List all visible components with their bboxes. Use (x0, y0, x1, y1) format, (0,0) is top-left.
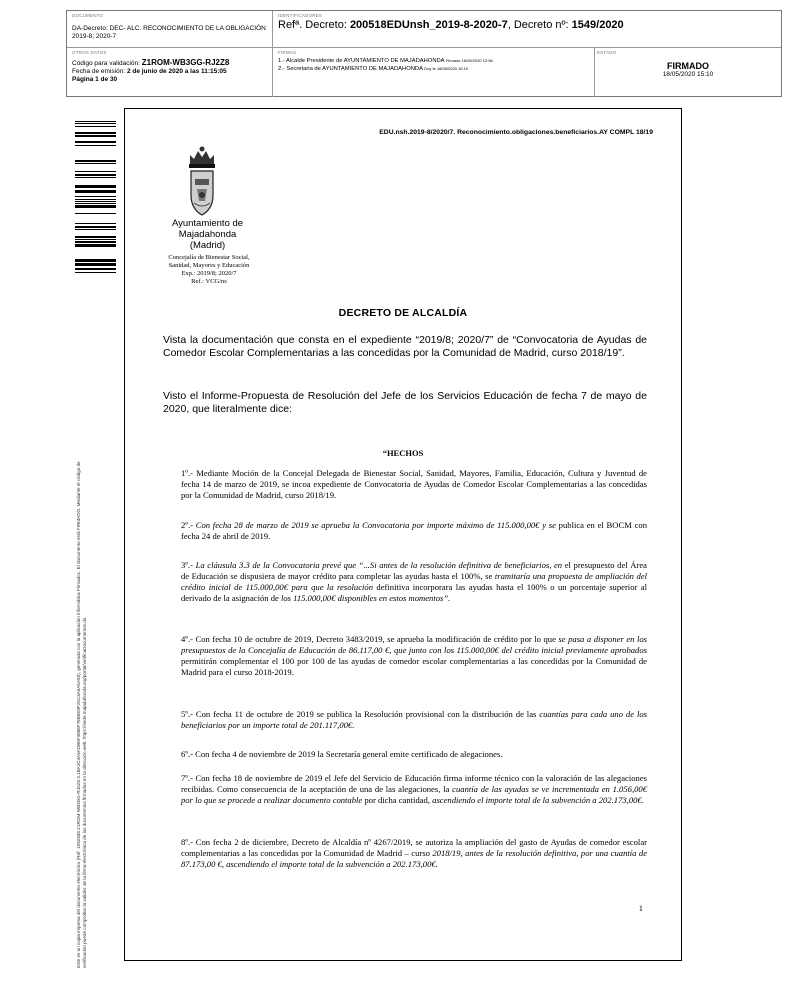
estado-label: ESTADO (597, 50, 617, 55)
estado-value: FIRMADO (667, 61, 709, 71)
ref-decreto: Refª. Decreto: 200518EDUnsh_2019-8-2020-7, Decreto nº: 1549/2020 (278, 19, 624, 31)
document-header (66, 10, 782, 97)
hecho-item-1: 1º.- Mediante Moción de la Concejal Delegada de Bienestar Social, Sanidad, Mayores, Familia, Educación, Cultura y Juventud de fecha 14 de marzo de 2019, se incoa expediente de Convocatoria de Ayudas de Comedor Escolar Complementarias a las concedidas por la Comunidad de Madrid, curso 2018/19. (181, 468, 647, 500)
documento-label: DOCUMENTO (72, 13, 104, 18)
codigo-validacion: Código para validación: Z1ROM-WB3GG-RJ2Z8 (72, 58, 230, 67)
documento-value: DA-Decreto: DEC- ALC. RECONOCIMIENTO DE LA OBLIGACIÓN 2019-8; 2020-7 (72, 25, 266, 40)
estado-date: 18/05/2020 15:10 (662, 71, 714, 78)
concejalia-info: Concejalía de Bienestar Social, Sanidad, Mayores y Educación Exp.: 2019/8; 2020/7 Ref.: VCG/ns (168, 254, 250, 285)
verification-sidetext: Este es un copia impresa del documento electrónico (Ref: 1592838 Z1ROM-WB3GG-RJ2Z8 3.1BA2C4A5ADB6F4886F78B5E9F25C3A5A5A50), generada con la aplicación informática Firmadoc. El documento está FIRMADO. Mediante el código de verificación puede comprobar la validez de la firma electrónica de los documentos firmados en la dirección web: https://sede.majadahonda.org/portal/verificaDocumentos.do (76, 461, 87, 968)
document-title: DECRETO DE ALCALDÍA (338, 307, 468, 319)
paragraph-visto: Visto el Informe-Propuesta de Resolución del Jefe de los Servicios Educación de fecha 7 de mayo de 2020, que literalmente dice: (163, 390, 647, 415)
hecho-item-5: 5º.- Con fecha 11 de octubre de 2019 se publica la Resolución provisional con la distribución de las cuantías para cada uno de los beneficiarios por un importe total de 201.117,00€. (181, 709, 647, 730)
barcode-image (75, 120, 116, 275)
hecho-item-3: 3º.- La cláusula 3.3 de la Convocatoria prevé que “...Si antes de la resolución definitiva de beneficiarios, en el presupuesto del Área de Educación se dispusiera de mayor crédito para completar las ayudas hasta el 100%, se tramitaría una propuesta de ampliación del crédito inicial de 115.000,00€ para que la resolución definitiva incorporara las ayudas hasta el 100% o un porcentaje superior al derivado de la asignación de los 115.000,00€ disponibles en estos momentos”. (181, 560, 647, 603)
document-reference: EDU.nsh.2019-8/2020/7. Reconocimiento.obligaciones.beneficiarios.AY COMPL 18/19 (379, 129, 653, 136)
ayuntamiento-name: Ayuntamiento de Majadahonda (Madrid) (171, 218, 244, 251)
firma-alcalde: 1.- Alcalde Presidente de AYUNTAMIENTO DE MAJADAHONDA Firmado 18/05/2020 12:56 (278, 58, 493, 64)
pagina-indicator: Página 1 de 30 (72, 76, 118, 83)
hecho-item-2: 2º.- Con fecha 28 de marzo de 2019 se aprueba la Convocatoria por importe máximo de 115.000,00€ y se publica en el BOCM con fecha 24 de abril de 2019. (181, 520, 648, 541)
hecho-item-8: 8º.- Con fecha 2 de diciembre, Decreto de Alcaldía nº 4267/2019, se autoriza la ampliación del gasto de Ayudas de comedor escolar complementarias a las concedidas por la Comunidad de Madrid – curso 2018/19, antes de la resolución definitiva, por una cuantía de 87.173,00 €, ascendiendo el importe total de la subvención a 202.173,00€. (181, 837, 648, 869)
section-heading-hechos: “HECHOS (382, 448, 424, 458)
otros-datos-label: OTROS DATOS (72, 50, 107, 55)
fecha-emision: Fecha de emisión: 2 de junio de 2020 a las 11:15:05 (72, 68, 227, 75)
document-page (124, 108, 682, 961)
hecho-item-6: 6º.- Con fecha 4 de noviembre de 2019 la Secretaría general emite certificado de alegaciones. (181, 749, 503, 759)
coat-of-arms-logo (185, 145, 219, 217)
page-number: 1 (638, 903, 643, 913)
firma-secretaria: 2.- Secretaria de AYUNTAMIENTO DE MAJADAHONDA Doy fe 18/05/2020 15:10 (278, 66, 469, 72)
hecho-item-7: 7º.- Con fecha 18 de noviembre de 2019 el Jefe del Servicio de Educación firma informe técnico con la valoración de las alegaciones recibidas. Como consecuencia de la aceptación de una de las alegaciones, la cuantía de las ayudas se ve incrementada en 1.056,00€ por lo que se procede a realizar documento contable por dicha cantidad, ascendiendo el importe total de la subvención a 202.173,00€. (181, 773, 647, 805)
paragraph-vista: Vista la documentación que consta en el expediente “2019/8; 2020/7” de “Convocatoria de Ayudas de Comedor Escolar Complementarias a las concedidas por la Comunidad de Madrid, curso 2018/19”. (163, 334, 647, 359)
hecho-item-4: 4º.- Con fecha 10 de octubre de 2019, Decreto 3483/2019, se aprueba la modificación de crédito por lo que se pasa a disponer en los presupuestos de la Concejalía de Educación de 86.117,00 €, que junto con los 115.000,00€ del crédito inicial previamente aprobados permitirán complementar el 100 por 100 de las ayudas de comedor escolar complementarias a las concedidas por la Comunidad de Madrid para el curso 2018-2019. (181, 634, 647, 677)
identificadores-label: IDENTIFICADORES (278, 13, 323, 18)
firmas-label: FIRMAS (278, 50, 297, 55)
